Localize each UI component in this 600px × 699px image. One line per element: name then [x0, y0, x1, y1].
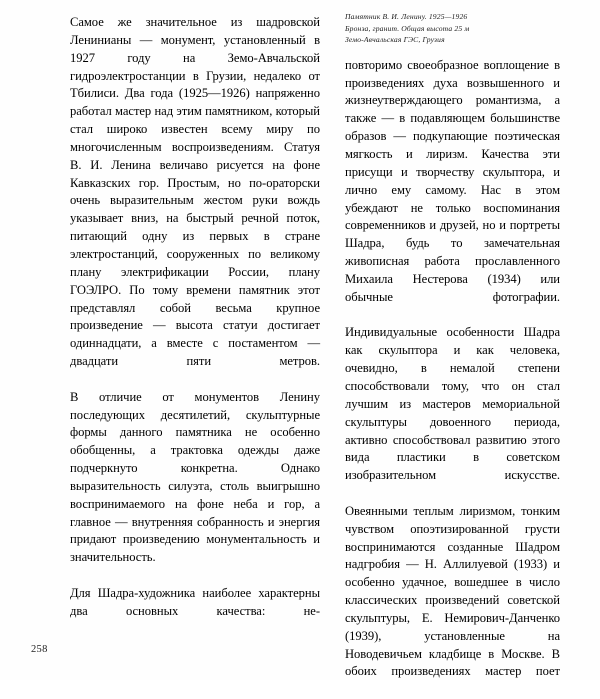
- paragraph: Самое же значительное из шадровской Ленинианы — монумент, установленный в 1927 году на Земо-Авчальской гидроэлектростанции в Грузии, недалеко от Тбилиси. Два года (1925—1926) напряженно работал мастер над этим памятником, который стал широко известен всему миру по многочисленным воспроизведениям. Статуя В. И. Ленина величаво рисуется на фоне Кавказских гор. Простым, но по-ораторски очень выразительным жестом руки вождь указывает вниз, на быстрый речной поток, питающий одну из первых в стране электростанций, сооруженных по великому плану электрификации России, плану ГОЭЛРО. По тому времени памятник этот представлял собой весьма крупное произведение — высота статуи достигает одиннадцати, а вместе с постаментом — двадцати пяти метров.: [70, 15, 320, 369]
- paragraph: Для Шадра-художника наиболее характерны два основных качества: не-: [70, 586, 320, 618]
- paragraph: В отличие от монументов Ленину последующих десятилетий, скульптурные формы данного памятника не особенно обобщенны, а трактовка одежды даже подчеркнуто конкретна. Однако выразительность силуэта, столь выигрышно воспринимаемого на фоне неба и гор, а главное — внутренняя собранность и энергия придают произведению монументальность и значительность.: [70, 389, 320, 565]
- text-column-left: [70, 0, 320, 639]
- text-column-right: [345, 0, 560, 699]
- paragraph: Овеянными теплым лиризмом, тонким чувством опоэтизированной грусти воспринимаются созданные Шадром надгробия — Н. Аллилуевой (1933) и особенно удачное, вошедшее в число классических произведений советской скульптуры, Е. Немирович-Данченко (1939), установленные на Новодевичьем кладбище в Москве. В обоих произведениях мастер поет: [345, 503, 560, 679]
- paragraph: Индивидуальные особенности Шадра как скульптора и как человека, очевидно, в немалой степени способствовали тому, что он стал лучшим из мастеров мемориальной скульптуры довоенного периода, активно способствовал развитию этого вида пластики в советском изобразительном искусстве.: [345, 325, 560, 483]
- paragraph: повторимо своеобразное воплощение в произведениях духа возвышенного и жизнеутверждающего романтизма, а также — в подавляющем большинстве образов — подкупающие поэтическая мягкость и лиризм. Качества эти присущи и творчеству скульптора, и лично ему самому. Нас в этом убеждают не только воспоминания современников и друзей, но и портреты Шадра, будь то замечательная живописная работа прославленного Михаила Нестерова (1934) или обычные фотографии.: [345, 57, 560, 304]
- page-number: 258: [31, 644, 48, 655]
- figure-caption: Памятник В. И. Ленину. 1925—1926 Бронза, гранит. Общая высота 25 м Земо-Авчальская ГЭС, Грузия: [345, 12, 470, 45]
